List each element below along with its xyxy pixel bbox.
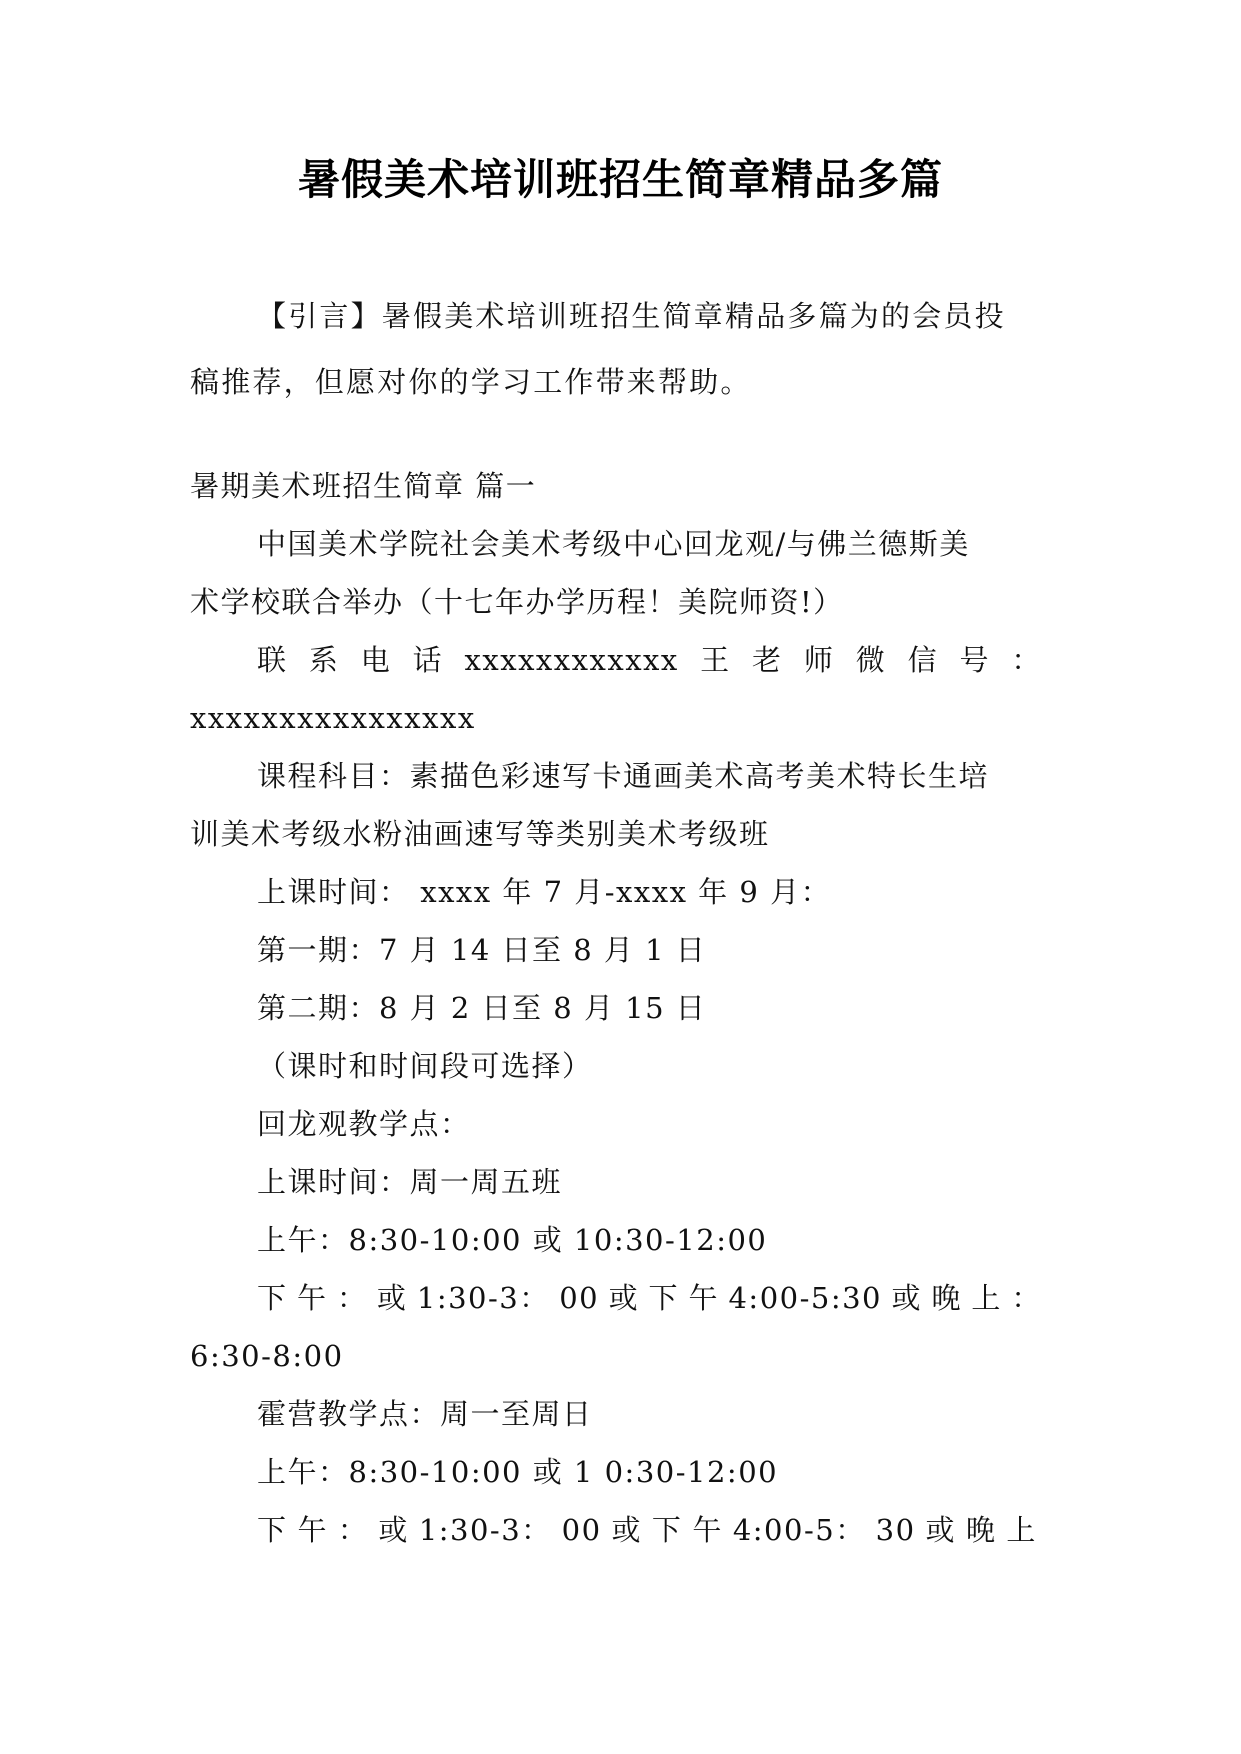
afternoon-word: 上 (971, 1281, 1002, 1315)
afternoon-word: 下 (257, 1513, 288, 1547)
intro-line-1: 【引言】暑假美术培训班招生简章精品多篇为的会员投 (257, 299, 1006, 333)
afternoon-word: ： (1011, 1281, 1042, 1315)
org-line-2: 术学校联合举办（十七年办学历程！美院师资!） (190, 585, 844, 619)
afternoon-word: 1:30-3： (416, 1281, 550, 1315)
afternoon-word: 午 (296, 1281, 328, 1315)
afternoon-word: ： (337, 1513, 369, 1547)
afternoon-word: 1:30-3： (418, 1513, 552, 1547)
contact-word: 信 (907, 643, 939, 677)
afternoon-word: 午 (688, 1281, 720, 1315)
course-line-2: 训美术考级水粉油画速写等类别美术考级班 (190, 817, 770, 851)
afternoon-word: 或 (608, 1281, 640, 1315)
contact-word: 电 (360, 643, 392, 677)
afternoon-word: 晚 (931, 1281, 962, 1315)
contact-word: 师 (803, 643, 835, 677)
contact-word: 系 (308, 643, 340, 677)
afternoon-word: 或 (378, 1513, 409, 1547)
term-1: 第一期：7 月 14 日至 8 月 1 日 (257, 933, 707, 967)
time-overview: 上课时间： xxxx 年 7 月-xxxx 年 9 月： (257, 875, 832, 909)
site-2-heading: 霍营教学点：周一至周日 (257, 1397, 593, 1431)
afternoon-word: 或 (376, 1281, 408, 1315)
course-line-1: 课程科目：素描色彩速写卡通画美术高考美术特长生培 (257, 759, 990, 793)
contact-word: 微 (855, 643, 887, 677)
intro-line-2: 稿推荐，但愿对你的学习工作带来帮助。 (190, 365, 752, 399)
afternoon-word: 午 (297, 1513, 328, 1547)
term-2: 第二期：8 月 2 日至 8 月 15 日 (257, 991, 707, 1025)
document-title: 暑假美术培训班招生简章精品多篇 (297, 155, 943, 204)
org-line-1: 中国美术学院社会美术考级中心回龙观/与佛兰德斯美 (257, 527, 970, 561)
afternoon-word: 晚 (965, 1513, 997, 1547)
contact-word: ： (1011, 643, 1042, 677)
site-1-heading: 回龙观教学点： (257, 1107, 471, 1141)
afternoon-word: 上 (1006, 1513, 1037, 1547)
contact-word: 话 (412, 643, 444, 677)
site-1-evening: 6:30-8:00 (190, 1339, 344, 1373)
contact-line-2: xxxxxxxxxxxxxxxx (190, 701, 476, 735)
contact-phone: xxxxxxxxxxxx (464, 643, 679, 677)
site-1-afternoon (257, 1278, 1042, 1318)
contact-line-1 (257, 640, 1042, 680)
afternoon-word: 下 (257, 1281, 288, 1315)
afternoon-word: 或 (925, 1513, 956, 1547)
afternoon-word: 4:00-5： (732, 1513, 866, 1547)
afternoon-word: 00 (561, 1513, 602, 1547)
contact-word: 号 (959, 643, 991, 677)
afternoon-word: 午 (692, 1513, 723, 1547)
site-1-morning: 上午：8:30-10:00 或 10:30-12:00 (257, 1223, 768, 1257)
section-heading: 暑期美术班招生简章 篇一 (190, 469, 537, 503)
afternoon-word: 30 (875, 1513, 916, 1547)
afternoon-word: 下 (651, 1513, 683, 1547)
contact-word: 王 (700, 643, 731, 677)
contact-word: 联 (257, 643, 288, 677)
intro-line-1-wrap (190, 296, 1006, 336)
contact-word: 老 (752, 643, 783, 677)
site-2-morning: 上午：8:30-10:00 或 1 0:30-12:00 (257, 1455, 779, 1489)
afternoon-word: 00 (559, 1281, 600, 1315)
afternoon-word: 或 (611, 1513, 642, 1547)
site-1-schedule: 上课时间：周一周五班 (257, 1165, 563, 1199)
afternoon-word: 下 (648, 1281, 680, 1315)
afternoon-word: 4:00-5:30 (728, 1281, 883, 1315)
site-2-afternoon (257, 1510, 1037, 1550)
afternoon-word: ： (336, 1281, 368, 1315)
optional-note: （课时和时间段可选择） (257, 1049, 593, 1083)
afternoon-word: 或 (891, 1281, 922, 1315)
